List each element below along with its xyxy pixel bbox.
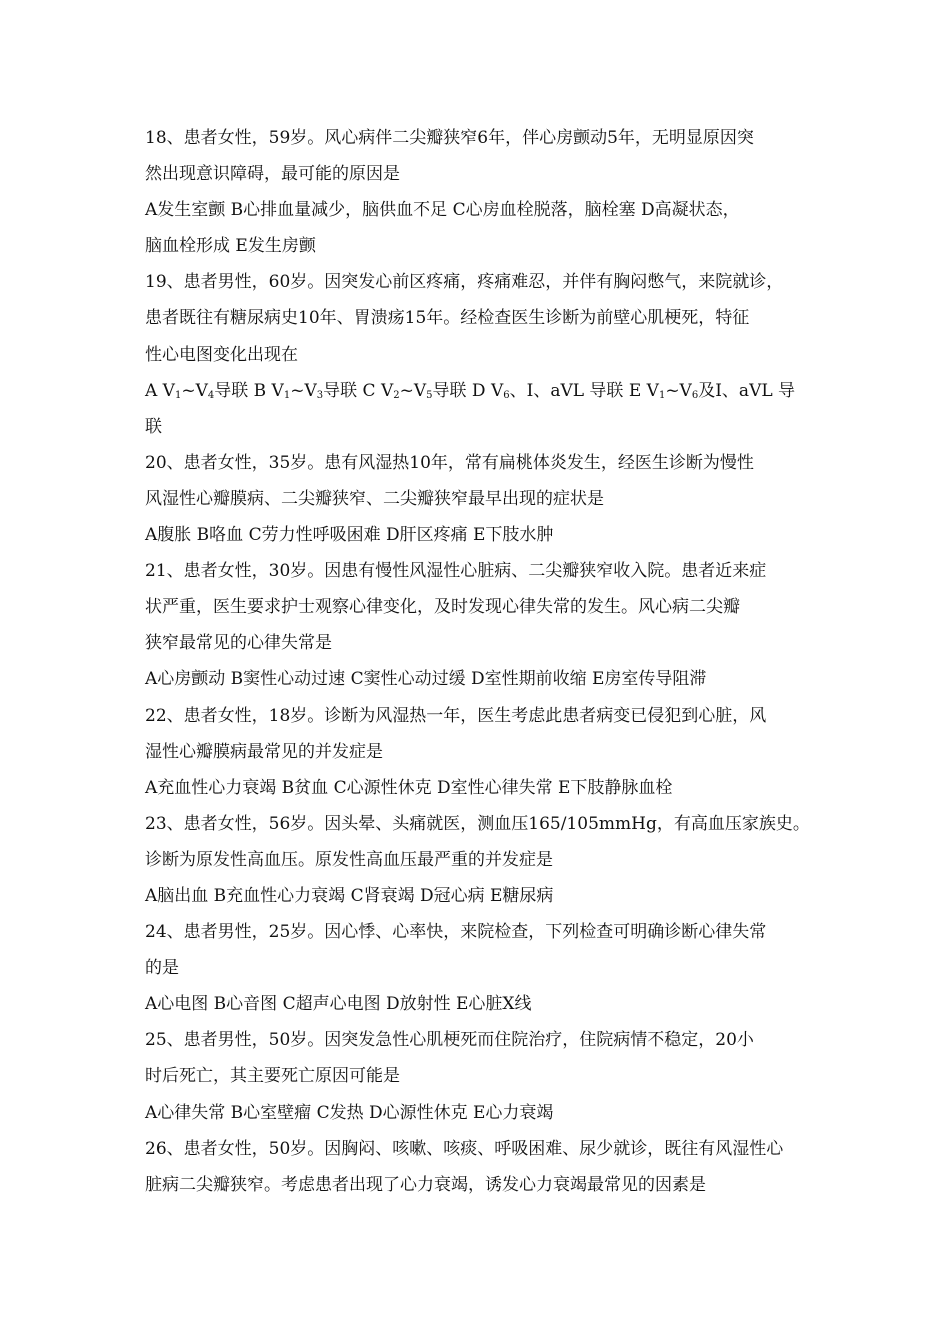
q19-option-a-suffix: 导联 [214,380,254,401]
text-line: 联 [145,416,162,437]
q19-option-c-suffix: 导联 [432,380,472,401]
q19-option-d-prefix: D V [471,380,504,401]
q19-option-b-mid: ~V [290,380,317,401]
text-line: 脑血栓形成 E发生房颤 [145,236,316,257]
q19-option-a-prefix: A V [145,380,175,401]
q19-option-e-suffix: 及Ⅰ、aVL 导 [698,380,796,401]
document-page [145,120,815,1203]
q19-option-a-sub1: 1 [174,389,182,401]
q19-option-a-mid: ~V [181,380,208,401]
q19-option-c-prefix: C V [362,380,394,401]
text-line: 26、患者女性，50岁。因胸闷、咳嗽、咳痰、呼吸困难、尿少就诊，既往有风湿性心 [145,1138,784,1159]
text-line: 18、患者女性，59岁。风心病伴二尖瓣狭窄6年，伴心房颤动5年，无明显原因突 [145,128,754,148]
q19-option-b-prefix: B V [253,380,284,401]
text-line: 脏病二尖瓣狭窄。考虑患者出现了心力衰竭，诱发心力衰竭最常见的因素是 [145,1174,706,1195]
q19-option-d-sub1: 6 [503,389,510,401]
text-line: 20、患者女性，35岁。患有风湿热10年，常有扁桃体炎发生，经医生诊断为慢性 [145,452,754,473]
q19-option-c-sub2: 5 [426,389,433,401]
text-line: 22、患者女性，18岁。诊断为风湿热一年，医生考虑此患者病变已侵犯到心脏，风 [145,705,767,726]
q19-option-a-sub2: 4 [207,389,215,401]
text-line: A心律失常 B心室壁瘤 C发热 D心源性休克 E心力衰竭 [145,1102,554,1123]
text-line: 狭窄最常见的心律失常是 [145,633,332,654]
q19-option-b-sub1: 1 [283,389,291,401]
text-line: 患者既往有糖尿病史10年、胃溃疡15年。经检查医生诊断为前壁心肌梗死，特征 [145,308,750,329]
text-line: A心房颤动 B窦性心动过速 C窦性心动过缓 D室性期前收缩 E房室传导阻滞 [145,669,707,690]
text-line: A充血性心力衰竭 B贫血 C心源性休克 D室性心律失常 E下肢静脉血栓 [145,777,673,798]
q19-option-e-sub2: 6 [691,389,699,401]
text-line: A发生室颤 B心排血量减少，脑供血不足 C心房血栓脱落，脑栓塞 D高凝状态， [145,200,740,221]
text-line: 25、患者男性，50岁。因突发急性心肌梗死而住院治疗，住院病情不稳定，20小 [145,1030,754,1051]
q19-option-b-suffix: 导联 [323,380,363,401]
text-line: A脑出血 B充血性心力衰竭 C肾衰竭 D冠心病 E糖尿病 [145,885,554,906]
text-line: A心电图 B心音图 C超声心电图 D放射性 E心脏X线 [145,994,532,1015]
q19-option-c-sub1: 2 [393,389,400,401]
text-line: 的是 [145,958,179,979]
q19-option-b-sub2: 3 [316,389,324,401]
text-line: 状严重，医生要求护士观察心律变化，及时发现心律失常的发生。风心病二尖瓣 [145,597,740,618]
q19-options-line [145,373,815,409]
q19-option-e-sub1: 1 [658,389,666,401]
text-line: 19、患者男性，60岁。因突发心前区疼痛，疼痛难忍，并伴有胸闷憋气，来院就诊， [145,272,784,293]
text-line: 风湿性心瓣膜病、二尖瓣狭窄、二尖瓣狭窄最早出现的症状是 [145,488,604,509]
text-line: 24、患者男性，25岁。因心悸、心率快，来院检查，下列检查可明确诊断心律失常 [145,922,767,943]
q19-option-d-suffix: 、Ⅰ、aVL 导联 [509,380,629,401]
text-line: 湿性心瓣膜病最常见的并发症是 [145,741,383,762]
text-line: 时后死亡，其主要死亡原因可能是 [145,1066,400,1087]
text-line: 然出现意识障碍，最可能的原因是 [145,164,400,185]
q19-option-e-prefix: E V [628,380,659,401]
text-line: A腹胀 B咯血 C劳力性呼吸困难 D肝区疼痛 E下肢水肿 [145,525,554,546]
text-line: 性心电图变化出现在 [145,344,298,365]
q19-option-c-mid: ~V [399,380,427,401]
text-line: 诊断为原发性高血压。原发性高血压最严重的并发症是 [145,849,553,870]
q19-option-e-mid: ~V [665,380,692,401]
text-line: 23、患者女性，56岁。因头晕、头痛就医，测血压165/105mmHg，有高血压家族史。 [145,813,810,834]
text-line: 21、患者女性，30岁。因患有慢性风湿性心脏病、二尖瓣狭窄收入院。患者近来症 [145,561,767,582]
